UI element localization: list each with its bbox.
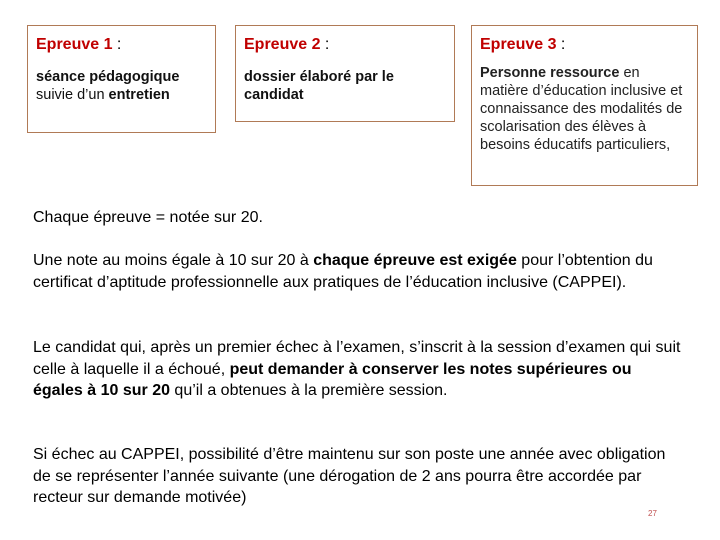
epreuve-2-title xyxy=(244,36,446,54)
retake-text-2: qu’il a obtenues à la première session. xyxy=(169,382,448,399)
retake-paragraph xyxy=(33,337,683,402)
epreuve-2-title-sep: : xyxy=(320,36,330,53)
note-requirement-text-2: pour l’obtention du certificat d’aptitude professionnelle aux pratiques de l’éducation inclusive (CAPPEI). xyxy=(33,252,653,291)
epreuve-3-body xyxy=(480,64,689,154)
retake-text-1: Le candidat qui, après un premier échec à l’examen, s’inscrit à la session d’examen qui suit celle à laquelle il a échoué, xyxy=(33,339,681,378)
retake-bold: peut demander à conserver les notes supérieures ou égales à 10 sur 20 xyxy=(33,360,632,399)
epreuve-1-body xyxy=(36,68,207,104)
epreuve-1-title-sep: : xyxy=(112,36,122,53)
page-number: 27 xyxy=(648,509,657,518)
epreuve-2-body-bold-1: dossier élaboré par le candidat xyxy=(244,69,394,103)
epreuve-3-body-text-1: en matière d’éducation inclusive et connaissance des modalités de scolarisation des élèves à besoins éducatifs particuliers, xyxy=(480,65,683,153)
epreuve-3-title-sep: : xyxy=(556,36,566,53)
note-requirement-paragraph xyxy=(33,250,683,293)
epreuve-1-body-bold-1: séance pédagogique xyxy=(36,69,180,85)
epreuve-1-title xyxy=(36,36,207,54)
epreuve-2-body xyxy=(244,68,446,104)
epreuve-1-body-bold-2: entretien xyxy=(108,87,170,103)
epreuve-3-body-bold-1: Personne ressource xyxy=(480,65,620,81)
epreuve-1-body-text-1: suivie d’un xyxy=(36,87,109,103)
epreuve-3-title xyxy=(480,36,689,54)
epreuve-2-card xyxy=(235,25,455,122)
epreuve-3-title-text: Epreuve 3 xyxy=(480,36,557,53)
epreuve-3-card xyxy=(471,25,698,186)
epreuve-1-title-text: Epreuve 1 xyxy=(36,36,113,53)
notation-paragraph: Chaque épreuve = notée sur 20. xyxy=(33,209,263,226)
epreuve-2-title-text: Epreuve 2 xyxy=(244,36,321,53)
failure-paragraph: Si échec au CAPPEI, possibilité d’être maintenu sur son poste une année avec obligation de se représenter l’année suivante (une dérogation de 2 ans pourra être accordée par recteur sur demande motivée) xyxy=(33,446,666,506)
epreuve-1-card xyxy=(27,25,216,133)
note-requirement-bold: chaque épreuve est exigée xyxy=(313,252,517,269)
note-requirement-text-1: Une note au moins égale à 10 sur 20 à xyxy=(33,252,314,269)
